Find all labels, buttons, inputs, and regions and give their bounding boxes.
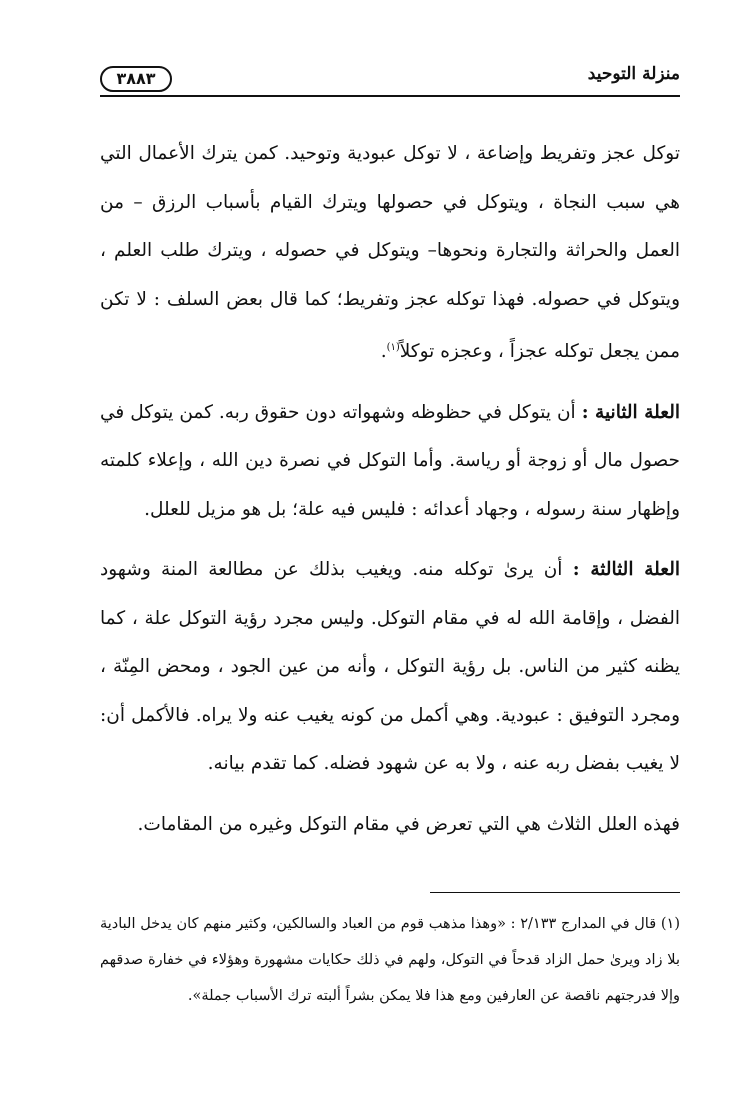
footnote	[100, 906, 680, 1014]
main-text	[100, 130, 680, 861]
paragraph-3-heading: العلة الثالثة :	[572, 559, 681, 581]
footnote-text: (١) قال في المدارج ٢/١٣٣ : «وهذا مذهب قوم من العباد والسالكين، وكثير منهم كان يدخل البادية بلا زاد ويرىٰ حمل الزاد قدحاً في التوكل، ولهم في ذلك حكايات مشهورة وهؤلاء في خفارة صدقهم وإلا فدرجتهم ناقصة عن العارفين ومع هذا فلا يمكن بشراً ألبته ترك الأسباب جملة».	[100, 916, 680, 1004]
footnote-marker: (١)	[386, 342, 400, 353]
paragraph-2-text: أن يتوكل في حظوظه وشهواته دون حقوق ربه. كمن يتوكل في حصول مال أو زوجة أو رياسة. وأما التوكل في نصرة دين الله ، وإعلاء كلمته وإظهار سنة رسوله ، وجهاد أعدائه : فليس فيه علة؛ بل هو مزيل للعلل.	[100, 401, 680, 520]
paragraph-3-text: أن يرىٰ توكله منه. ويغيب بذلك عن مطالعة المنة وشهود الفضل ، وإقامة الله له في مقام التوكل. وليس مجرد رؤية التوكل علة ، كما يظنه كثير من الناس. بل رؤية التوكل ، وأنه من عين الجود ، ومحض المِنّة ، ومجرد التوفيق : عبودية. وهي أكمل من كونه يغيب عنه ولا يراه. فالأكمل أن: لا يغيب بفضل ربه عنه ، ولا به عن شهود فضله. كما تقدم بيانه.	[100, 559, 680, 775]
paragraph-4	[100, 801, 680, 850]
paragraph-4-text: فهذه العلل الثلاث هي التي تعرض في مقام التوكل وغيره من المقامات.	[137, 813, 680, 835]
paragraph-2	[100, 389, 680, 535]
paragraph-3	[100, 546, 680, 789]
paragraph-1: توكل عجز وتفريط وإضاعة ، لا توكل عبودية وتوحيد. كمن يترك الأعمال التي هي سبب النجاة ، ويتوكل في حصولها ويترك القيام بأسباب الرزق – من العمل والحراثة والتجارة ونحوها– ويتوكل في حصوله ، ويترك طلب العلم ، ويتوكل في حصوله. فهذا توكله عجز وتفريط؛ كما قال بعض السلف : لا تكن ممن يجعل توكله عجزاً ، وعجزه توكلاً$^{(١)}$.	[100, 143, 680, 363]
paragraph-1-text: توكل عجز وتفريط وإضاعة ، لا توكل عبودية وتوحيد. كمن يترك الأعمال التي هي سبب النجاة ، ويتوكل في حصولها ويترك القيام بأسباب الرزق – من العمل والحراثة والتجارة ونحوها– ويتوكل في حصوله ، ويترك طلب العلم ، ويتوكل في حصوله. فهذا توكله عجز وتفريط؛ كما قال بعض السلف : لا تكن ممن يجعل توكله عجزاً ، وعجزه توكلاً	[100, 143, 680, 363]
header-rule	[100, 95, 680, 97]
footnote-rule	[430, 892, 680, 893]
page-header	[100, 60, 680, 104]
paragraph-2-heading: العلة الثانية :	[581, 401, 680, 423]
page-number: ٣٨٨٣	[100, 66, 172, 92]
running-title: منزلة التوحيد	[587, 64, 680, 84]
